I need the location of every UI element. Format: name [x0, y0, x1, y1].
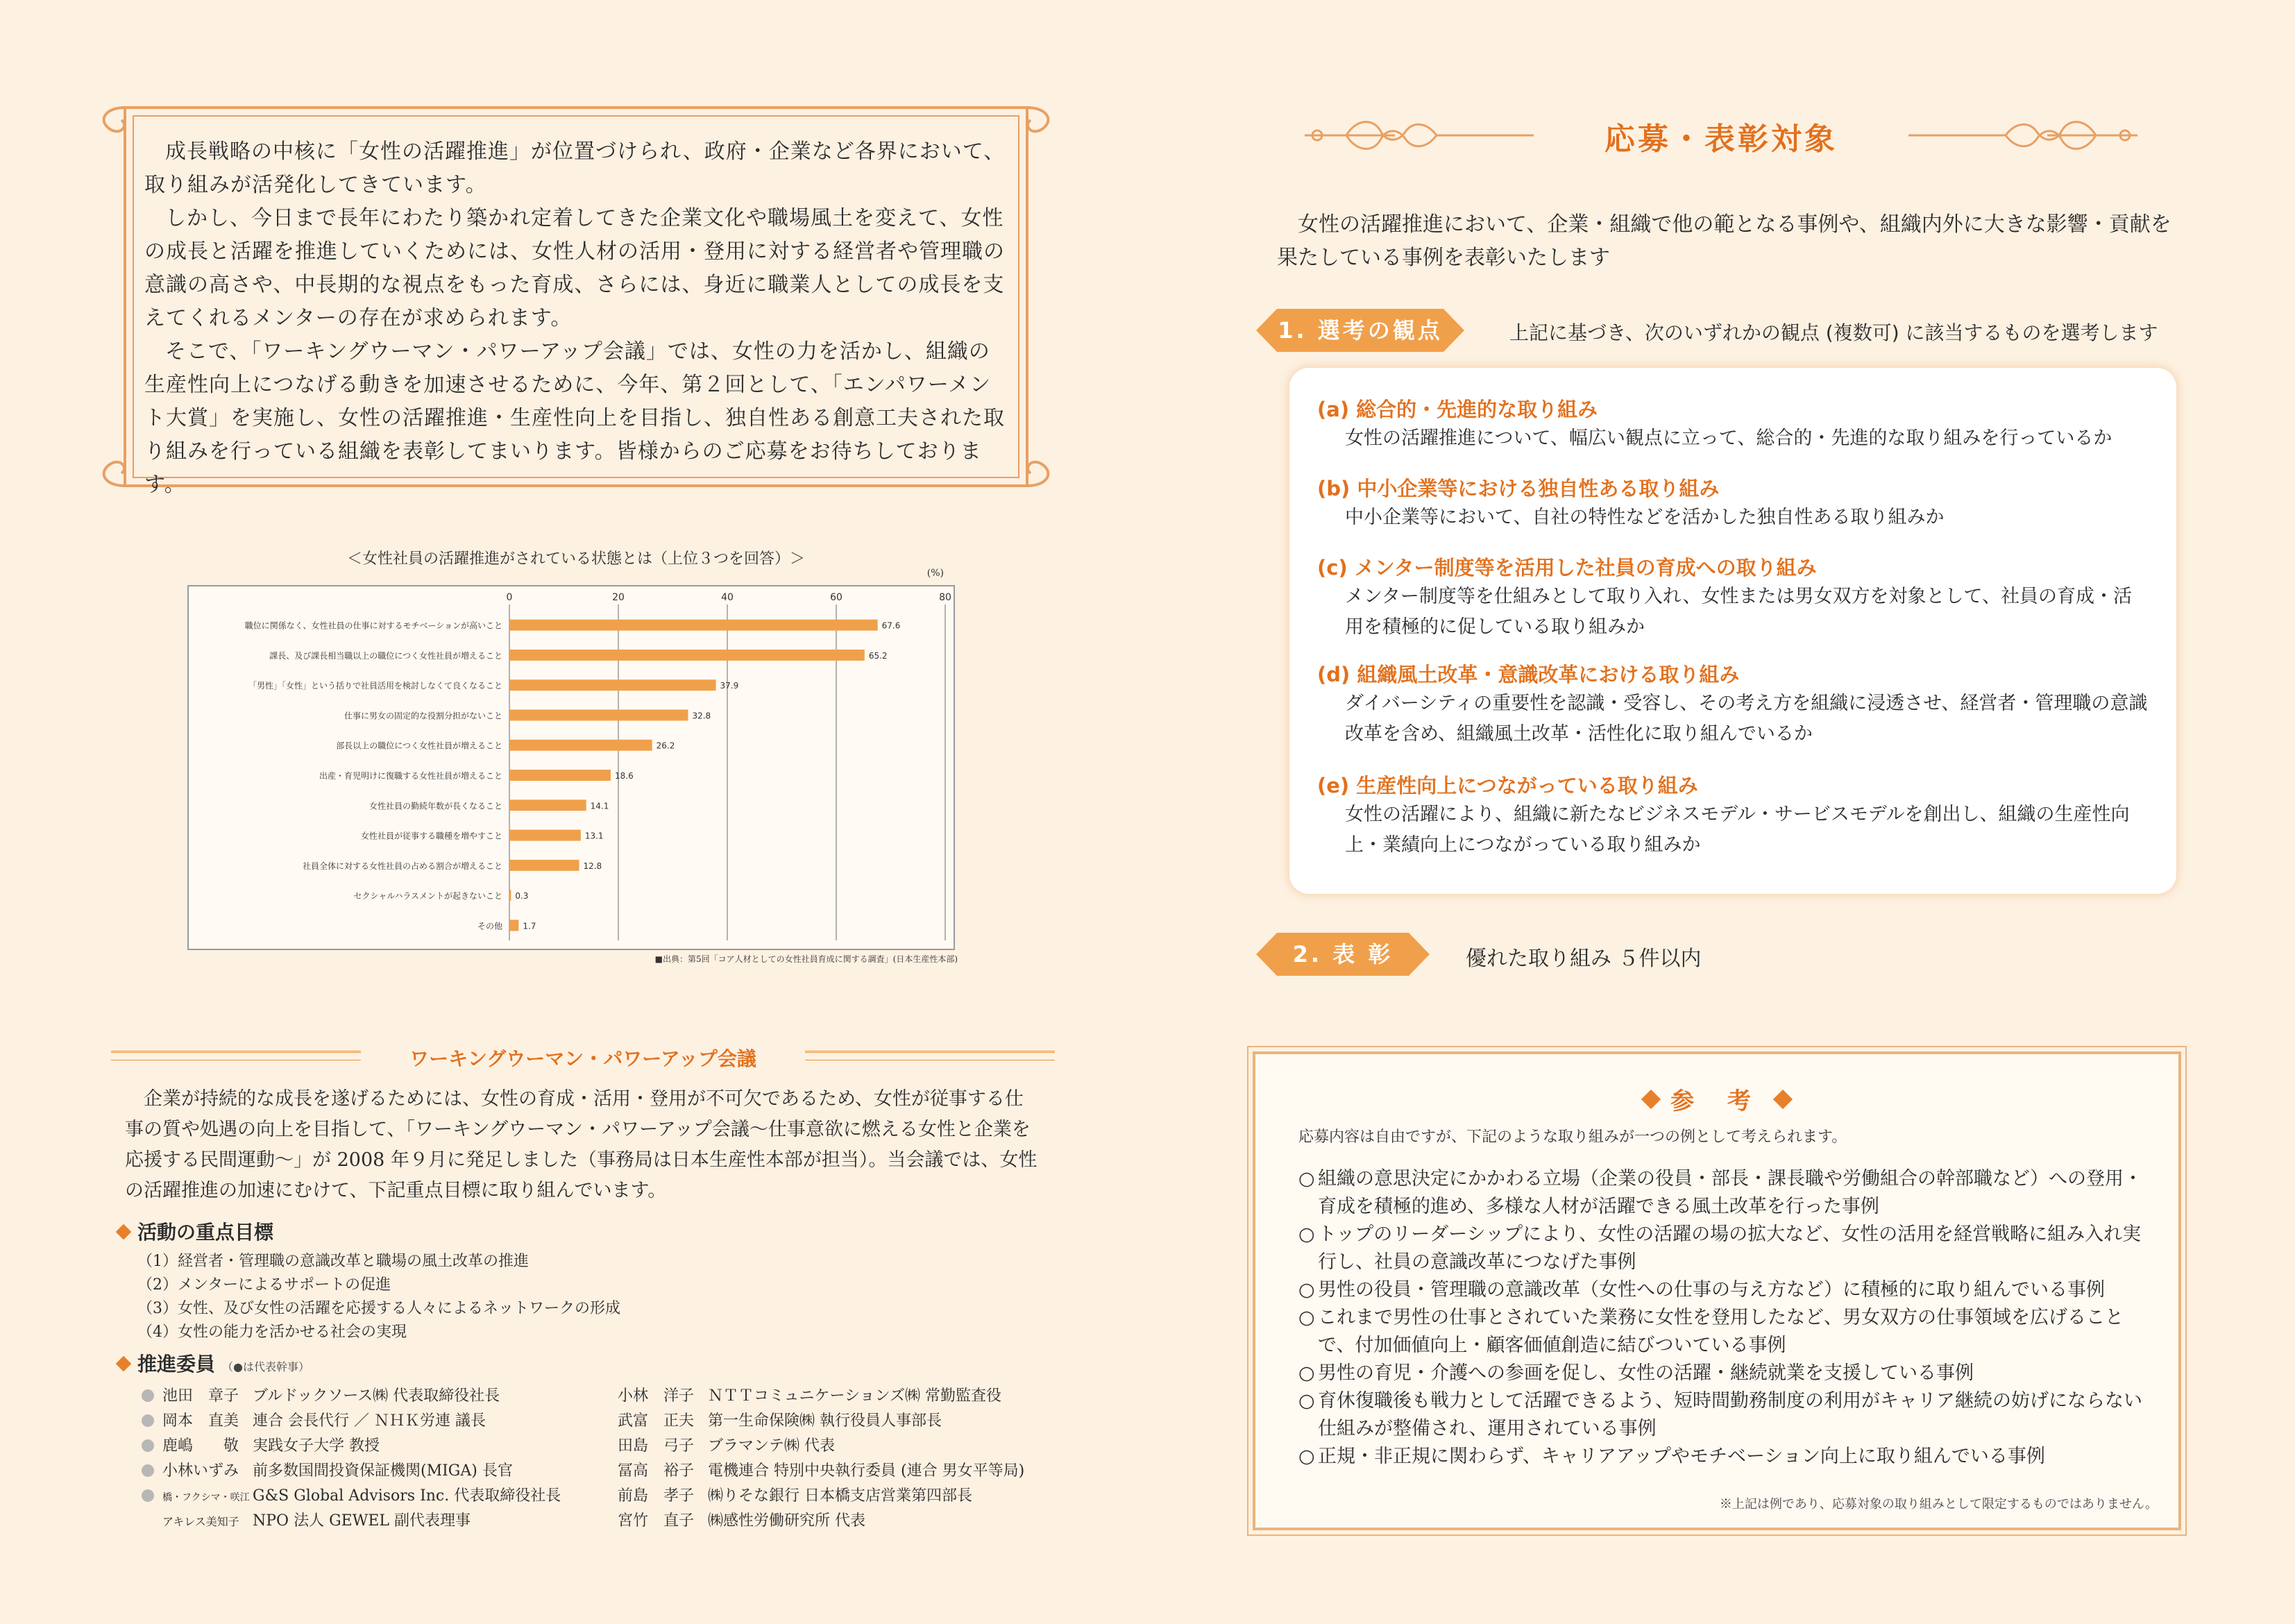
wwpu-heading: [111, 1042, 1055, 1073]
reference-item: ○ 正規・非正規に関わらず、キャリアアップやモチベーション向上に取り組んでいる事例: [1298, 1443, 2145, 1471]
bar: [509, 709, 688, 720]
x-tick-label: 0: [506, 592, 513, 603]
member-affiliation: ブルドックソース㈱ 代表取締役社長: [253, 1387, 500, 1405]
x-tick-label: 60: [830, 592, 842, 603]
data-label: 67.6: [881, 620, 901, 631]
bar: [509, 920, 518, 931]
category-label: 職位に関係なく、女性社員の仕事に対するモチベーションが高いこと: [244, 620, 502, 631]
member-affiliation: 実践女子大学 教授: [253, 1437, 380, 1455]
bar: [509, 800, 586, 811]
category-label: その他: [477, 921, 502, 931]
member-row: [142, 1434, 380, 1455]
category-label: 出産・育児明けに復職する女性社員が増えること: [319, 771, 502, 781]
members-title: 推進委員: [137, 1353, 216, 1376]
member-affiliation: 第一生命保険㈱ 執行役員人事部長: [708, 1412, 942, 1430]
goals-title: 活動の重点目標: [137, 1221, 274, 1244]
reference-item: ○ 男性の役員・管理職の意識改革（女性への仕事の与え方など）に積極的に取り組んでいる事例: [1298, 1276, 2145, 1304]
category-label: 女性社員が従事する職種を増やすこと: [360, 831, 502, 841]
member-row: [618, 1384, 1001, 1405]
wwpu-text: 企業が持続的な成長を遂げるためには、女性の育成・活用・登用が不可欠であるため、女性が従事する仕事の質や処遇の向上を目指して、「ワーキングウーマン・パワーアップ会議～仕事意欲に燃える女性と企業を応援する民間運動～」が 2008 年９月に発足しました（事務局は日本生産性本部が担当）。当会議では、女性の活躍推進の加速にむけて、下記重点目標に取り組んでいます。: [125, 1088, 1038, 1201]
representative-dot-icon: [142, 1464, 154, 1477]
members-note: （●は代表幹事）: [222, 1360, 310, 1373]
reference-item: ○ トップのリーダーシップにより、女性の活躍の場の拡大など、女性の活用を経営戦略に組み入れ実行し、社員の意識改革につなげた事例: [1298, 1221, 2145, 1276]
goal-item: （3）女性、及び女性の活躍を応援する人々によるネットワークの形成: [137, 1300, 620, 1317]
criterion-title: (a) 総合的・先進的な取り組み: [1317, 398, 1598, 421]
member-row: [618, 1409, 942, 1430]
member-row: [618, 1484, 972, 1505]
member-affiliation: ㈱りそな銀行 日本橋支店営業第四部長: [708, 1487, 972, 1505]
member-name: 池田 章子: [162, 1387, 239, 1405]
representative-dot-icon: [142, 1389, 154, 1402]
data-label: 13.1: [584, 831, 604, 841]
member-row: [162, 1509, 471, 1530]
diamond-icon: [1641, 1090, 1661, 1109]
award-tag-label: 2. 表 彰: [1292, 941, 1394, 967]
data-label: 65.2: [868, 650, 888, 661]
member-row: [142, 1459, 513, 1480]
reference-item: ○ これまで男性の仕事とされていた業務に女性を登用したなど、男女双方の仕事領域を広げることで、付加価値向上・顧客価値創造に結びついている事例: [1298, 1304, 2145, 1360]
member-name: 小林いずみ: [162, 1462, 239, 1480]
award-tag: [1256, 933, 1430, 976]
member-affiliation: NPO 法人 GEWEL 副代表理事: [253, 1512, 471, 1530]
member-name: 武富 正夫: [618, 1412, 695, 1430]
member-affiliation: 電機連合 特別中央執行委員 (連合 男女平等局): [708, 1462, 1025, 1480]
intro-paragraph-3: そこで、「ワーキングウーマン・パワーアップ会議」では、女性の力を活かし、組織の生産性向上につなげる動きを加速させるために、今年、第２回として、「エンパワーメント大賞」を実施し、女性の活躍推進・生産性向上を目指し、独自性ある創意工夫された取り組みを行っている組織を表彰してまいります。皆様からのご応募をお待ちしております。: [144, 339, 1005, 497]
criterion-body: 女性の活躍推進について、幅広い観点に立って、総合的・先進的な取り組みを行っているか: [1345, 428, 2112, 449]
target-title: 応募・表彰対象: [1604, 121, 1838, 157]
reference-item: ○ 組織の意思決定にかかわる立場（企業の役員・部長・課長職や労働組合の幹部職など）への登用・育成を積極的進め、多様な人材が活躍できる風土改革を行った事例: [1298, 1165, 2145, 1221]
selection-description: 上記に基づき、次のいずれかの観点 (複数可) に該当するものを選考します: [1509, 321, 2158, 344]
criterion-title: (e) 生産性向上につながっている取り組み: [1317, 774, 1698, 797]
chart-title: ＜女性社員の活躍推進がされている状態とは（上位３つを回答）＞: [346, 550, 805, 568]
reference-item: ○ 育休復職後も戦力として活躍できるよう、短時間勤務制度の利用がキャリア継続の妨げにならない仕組みが整備され、運用されている事例: [1298, 1387, 2145, 1443]
member-name: 橋・フクシマ・咲江: [162, 1492, 250, 1503]
member-name: 小林 洋子: [618, 1387, 695, 1405]
bar-chart: [189, 586, 954, 949]
bar: [509, 770, 611, 781]
representative-dot-icon: [142, 1414, 154, 1427]
member-row: [618, 1434, 835, 1455]
reference-intro: 応募内容は自由ですが、下記のような取り組みが一つの例として考えられます。: [1298, 1128, 1847, 1146]
criterion-body: メンター制度等を仕組みとして取り入れ、女性または男女双方を対象として、社員の育成・活用を積極的に促している取り組みか: [1345, 586, 2132, 638]
category-label: 「男性」「女性」という括りで社員活用を検討しなくて良くなること: [248, 681, 502, 691]
chart-frame: [187, 585, 955, 950]
chart-source: ■出典：第5回「コア人材としての女性社員育成に関する調査」(日本生産性本部): [654, 954, 958, 964]
bar: [509, 830, 581, 841]
data-label: 18.6: [615, 771, 634, 781]
intro-box: [97, 94, 1055, 500]
award-description: 優れた取り組み ５件以内: [1466, 947, 1702, 971]
members-heading: [118, 1349, 310, 1377]
reference-heading: [1255, 1082, 2178, 1116]
criterion-title: (d) 組織風土改革・意識改革における取り組み: [1317, 663, 1740, 686]
member-affiliation: 前多数国間投資保証機関(MIGA) 長官: [253, 1462, 513, 1480]
criterion-body: ダイバーシティの重要性を認識・受容し、その考え方を組織に浸透させ、経営者・管理職の意識改革を含め、組織風土改革・活性化に取り組んでいるか: [1345, 693, 2148, 745]
wwpu-title: ワーキングウーマン・パワーアップ会議: [409, 1047, 756, 1070]
category-label: 社員全体に対する女性社員の占める割合が増えること: [302, 861, 502, 871]
reference-note: ※上記は例であり、応募対象の取り組みとして限定するものではありません。: [1719, 1497, 2158, 1512]
wwpu-section: [111, 1042, 1055, 1549]
criterion-body: 中小企業等において、自社の特性などを活かした独自性ある取り組みか: [1345, 507, 1945, 528]
member-name: 宮竹 直子: [618, 1512, 695, 1530]
data-label: 26.2: [656, 741, 675, 751]
x-tick-label: 80: [939, 592, 951, 603]
member-affiliation: ＮＴＴコミュニケーションズ㈱ 常勤監査役: [708, 1387, 1002, 1405]
category-label: 女性社員の勤続年数が長くなること: [369, 801, 502, 811]
category-label: 課長、及び課長相当職以上の職位につく女性社員が増えること: [269, 650, 502, 661]
category-label: 仕事に男女の固定的な役割分担がないこと: [344, 711, 502, 721]
criterion-body: 女性の活躍により、組織に新たなビジネスモデル・サービスモデルを創出し、組織の生産性向上・業績向上につながっている取り組みか: [1345, 804, 2130, 856]
member-name: 岡本 直美: [162, 1412, 239, 1430]
chart-unit: (%): [926, 568, 944, 579]
member-row: [142, 1409, 486, 1430]
goal-item: （1）経営者・管理職の意識改革と職場の風土改革の推進: [137, 1253, 529, 1270]
representative-dot-icon: [142, 1439, 154, 1452]
member-affiliation: 連合 会長代行 ／ ＮＨＫ労連 議長: [253, 1412, 486, 1430]
reference-item: ○ 男性の育児・介護への参画を促し、女性の活躍・継続就業を支援している事例: [1298, 1360, 2145, 1387]
goal-item: （4）女性の能力を活かせる社会の実現: [137, 1323, 407, 1341]
data-label: 1.7: [523, 921, 536, 931]
member-row: [618, 1509, 865, 1530]
data-label: 14.1: [590, 801, 609, 811]
bar: [509, 860, 579, 871]
data-label: 12.8: [583, 861, 602, 871]
bar: [509, 740, 652, 751]
bar: [509, 650, 865, 661]
data-label: 0.3: [515, 891, 529, 902]
member-name: 田島 弓子: [618, 1437, 695, 1455]
selection-tag-label: 1. 選考の観点: [1278, 317, 1443, 344]
selection-tag: [1256, 309, 1464, 352]
reference-title: 参 考: [1670, 1088, 1763, 1115]
diamond-icon: [1773, 1090, 1793, 1109]
category-label: セクシャルハラスメントが起きないこと: [353, 891, 502, 902]
bar: [509, 679, 716, 691]
data-label: 32.8: [692, 711, 711, 721]
x-tick-label: 40: [721, 592, 734, 603]
member-name: 前島 孝子: [618, 1487, 695, 1505]
reference-list: [1298, 1165, 2145, 1471]
bar: [509, 890, 511, 901]
reference-box: [1253, 1051, 2181, 1530]
goal-item: （2）メンターによるサポートの促進: [137, 1276, 391, 1294]
bar: [509, 620, 878, 631]
target-heading: [1305, 111, 2137, 160]
representative-dot-icon: [142, 1489, 154, 1502]
category-label: 部長以上の職位につく女性社員が増えること: [336, 741, 502, 751]
member-row: [618, 1459, 1024, 1480]
member-name: 鹿嶋 敬: [162, 1437, 239, 1455]
x-tick-label: 20: [612, 592, 625, 603]
criterion-title: (b) 中小企業等における独自性ある取り組み: [1317, 477, 1720, 500]
member-name: アキレス美知子: [162, 1515, 239, 1528]
intro-text: [144, 135, 1008, 502]
member-affiliation: G&S Global Advisors Inc. 代表取締役社長: [253, 1487, 561, 1505]
member-row: [142, 1484, 561, 1505]
criterion-title: (c) メンター制度等を活用した社員の育成への取り組み: [1317, 556, 1817, 580]
member-name: 冨高 裕子: [618, 1462, 695, 1480]
criteria-box: [1289, 368, 2176, 894]
target-description: 女性の活躍推進において、企業・組織で他の範となる事例や、組織内外に大きな影響・貢献を果たしている事例を表彰いたします: [1277, 212, 2171, 270]
chart-block: [187, 547, 965, 972]
data-label: 37.9: [720, 681, 739, 691]
member-affiliation: ㈱感性労働研究所 代表: [708, 1512, 865, 1530]
member-row: [142, 1384, 500, 1405]
member-affiliation: ブラマンテ㈱ 代表: [708, 1437, 835, 1455]
intro-paragraph-1: 成長戦略の中核に「女性の活躍推進」が位置づけられ、政府・企業など各界において、取り組みが活発化してきています。: [144, 139, 1006, 197]
goals-heading: [118, 1217, 273, 1245]
diamond-icon: [116, 1356, 132, 1372]
intro-paragraph-2: しかし、今日まで長年にわたり築かれ定着してきた企業文化や職場風土を変えて、女性の成長と活躍を推進していくためには、女性人材の活用・登用に対する経営者や管理職の意識の高さや、中長期的な視点をもった育成、さらには、身近に職業人としての成長を支えてくれるメンターの存在が求められます。: [144, 206, 1005, 330]
diamond-icon: [116, 1224, 132, 1240]
